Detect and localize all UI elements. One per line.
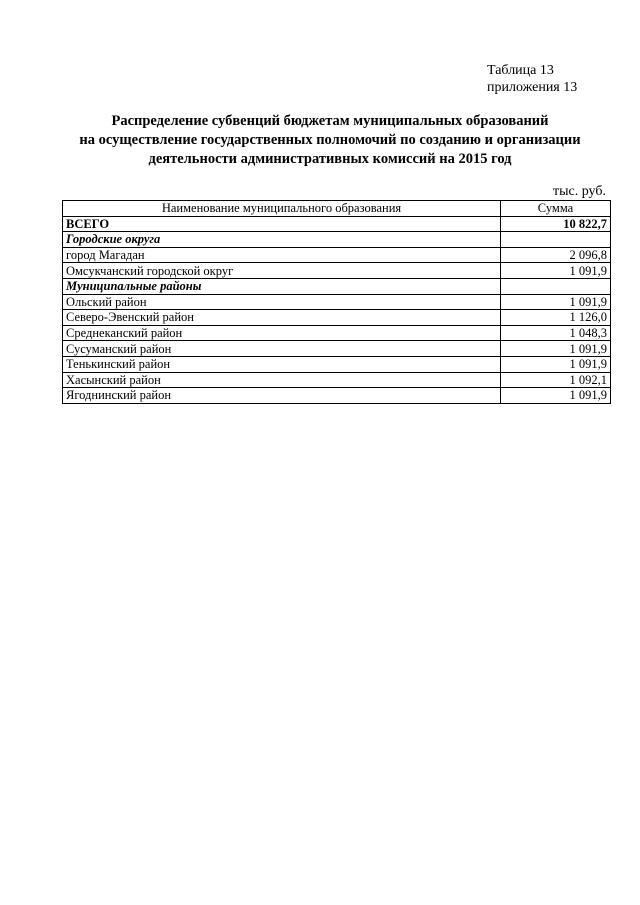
page-reference (487, 62, 577, 96)
subvention-table (62, 200, 611, 404)
row-name: Омсукчанский городской округ (63, 263, 501, 279)
table-row (63, 216, 611, 232)
section-name: Городские округа (63, 232, 501, 248)
row-sum: 1 048,3 (501, 325, 611, 341)
document-title (40, 112, 620, 169)
row-sum: 1 092,1 (501, 372, 611, 388)
section-name: Муниципальные районы (63, 278, 501, 294)
table-row (63, 372, 611, 388)
row-sum: 1 091,9 (501, 388, 611, 404)
table-header-row (63, 201, 611, 217)
row-sum (501, 278, 611, 294)
units-label: тыс. руб. (553, 184, 606, 199)
row-sum: 1 091,9 (501, 263, 611, 279)
row-sum (501, 232, 611, 248)
table-section-row (63, 278, 611, 294)
row-sum: 1 091,9 (501, 294, 611, 310)
title-line-3: деятельности административных комиссий на 2015 год (148, 151, 512, 167)
table-number: Таблица 13 (487, 63, 554, 78)
row-name: Северо-Эвенский район (63, 310, 501, 326)
row-sum: 10 822,7 (501, 216, 611, 232)
row-name: Ольский район (63, 294, 501, 310)
row-sum: 2 096,8 (501, 247, 611, 263)
table-row (63, 388, 611, 404)
row-name: Среднеканский район (63, 325, 501, 341)
table-row (63, 356, 611, 372)
row-name: Хасынский район (63, 372, 501, 388)
title-line-1: Распределение субвенций бюджетам муниципальных образований (111, 113, 549, 129)
table-row (63, 325, 611, 341)
appendix-number: приложения 13 (487, 80, 578, 95)
table-row (63, 247, 611, 263)
title-line-2: на осуществление государственных полномочий по созданию и организации (79, 132, 581, 148)
table-row (63, 263, 611, 279)
table-row (63, 341, 611, 357)
row-name: Сусуманский район (63, 341, 501, 357)
row-sum: 1 091,9 (501, 341, 611, 357)
row-sum: 1 126,0 (501, 310, 611, 326)
column-header-sum: Сумма (501, 201, 611, 217)
table-section-row (63, 232, 611, 248)
table-row (63, 310, 611, 326)
row-name: ВСЕГО (63, 216, 501, 232)
row-name: Ягоднинский район (63, 388, 501, 404)
row-name: Тенькинский район (63, 356, 501, 372)
table-row (63, 294, 611, 310)
row-sum: 1 091,9 (501, 356, 611, 372)
row-name: город Магадан (63, 247, 501, 263)
column-header-name: Наименование муниципального образования (63, 201, 501, 217)
